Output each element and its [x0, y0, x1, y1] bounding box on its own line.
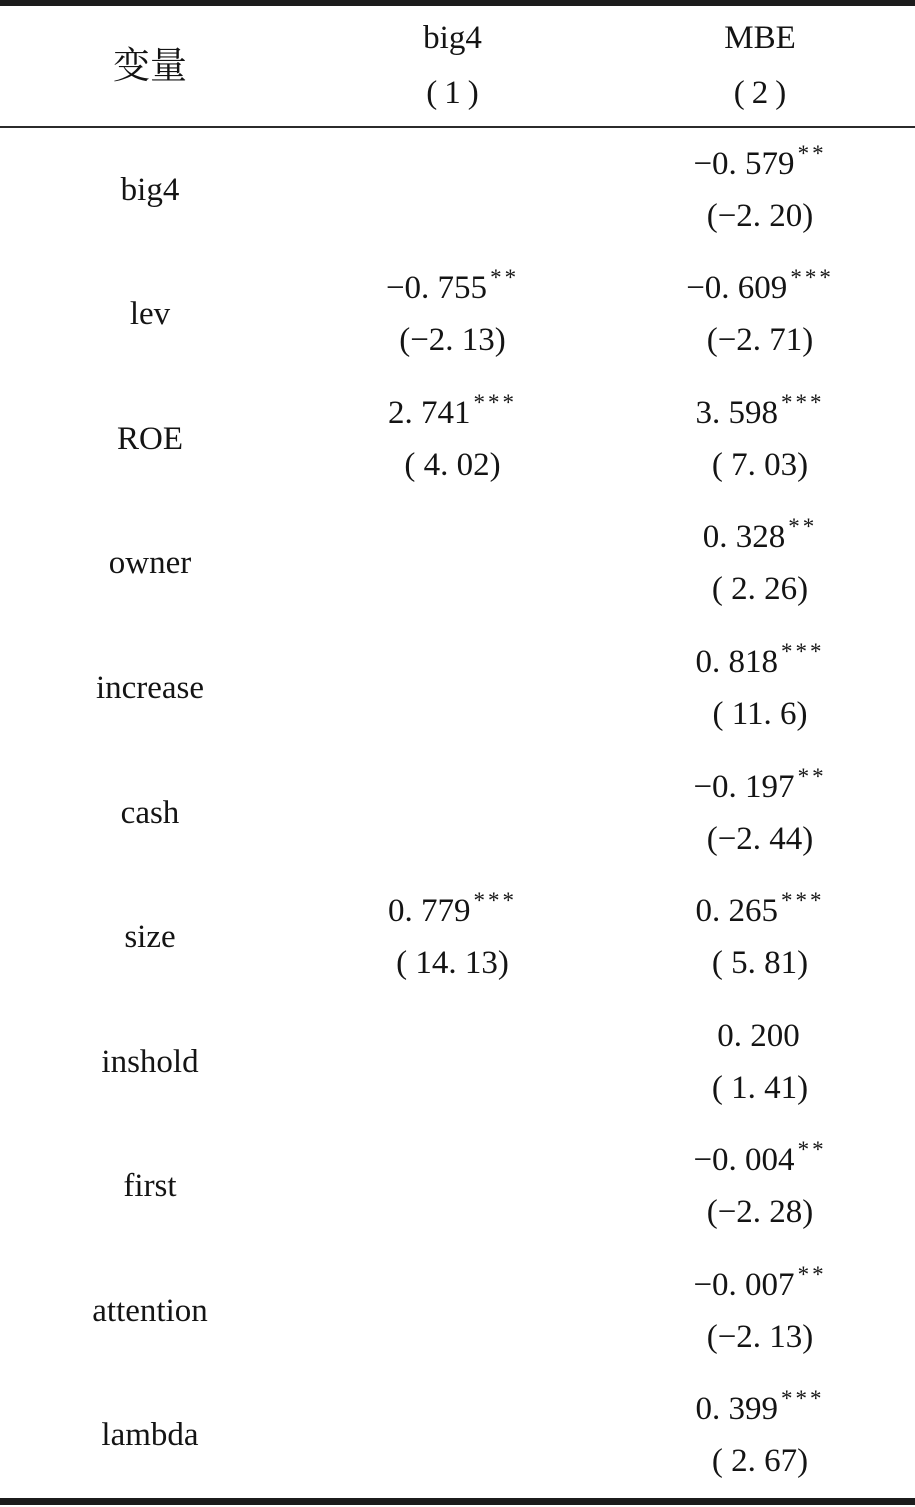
- coefficient: 2. 741 ***: [388, 389, 517, 431]
- coefficient: [451, 174, 454, 207]
- t-statistic: (−2. 71): [706, 322, 814, 359]
- coefficient: 0. 818 ***: [695, 638, 825, 680]
- significance-stars: **: [490, 265, 520, 291]
- coefficient: [451, 1170, 454, 1203]
- cell-cash-model1: [300, 751, 605, 876]
- significance-stars: ***: [781, 1386, 825, 1412]
- t-statistic: (−2. 28): [706, 1194, 814, 1231]
- coefficient: −0. 004 **: [693, 1137, 827, 1179]
- variable-name: attention: [92, 1292, 208, 1329]
- table-row-lev: [0, 253, 915, 378]
- table-row-attention: [0, 1249, 915, 1374]
- significance-stars: **: [797, 763, 827, 789]
- significance-stars: ***: [473, 389, 517, 415]
- variable-name: first: [123, 1168, 177, 1205]
- variable-name: lambda: [101, 1417, 199, 1454]
- t-statistic: (−2. 20): [706, 197, 814, 234]
- coefficient: 0. 328 **: [702, 514, 818, 556]
- coefficient: 0. 265 ***: [695, 888, 825, 930]
- coefficient: [451, 672, 454, 705]
- coefficient: −0. 609 ***: [686, 265, 834, 307]
- significance-stars: **: [797, 1261, 827, 1287]
- cell-owner-model1: [300, 502, 605, 627]
- coefficient: [451, 547, 454, 580]
- coefficient: 3. 598 ***: [695, 389, 825, 431]
- coefficient: −0. 755 **: [385, 265, 520, 307]
- significance-stars: **: [788, 514, 818, 540]
- t-statistic: ( 14. 13): [396, 945, 509, 982]
- cell-increase-model1: [300, 626, 605, 751]
- table-header-row: [0, 6, 915, 126]
- cell-increase-model2: [605, 626, 915, 751]
- variable-name: size: [124, 919, 176, 956]
- coefficient: [451, 1046, 454, 1079]
- table-row-lambda: [0, 1373, 915, 1498]
- significance-stars: ***: [790, 265, 834, 291]
- t-statistic: (−2. 13): [399, 322, 506, 359]
- cell-big4-model2: [605, 128, 915, 253]
- cell-inshold-model1: [300, 1000, 605, 1125]
- variable-name: lev: [129, 296, 171, 333]
- t-statistic: (−2. 44): [706, 820, 814, 857]
- cell-size-model2: [605, 875, 915, 1000]
- header-model2-number: (2): [733, 75, 794, 111]
- coefficient: 0. 399 ***: [695, 1386, 825, 1428]
- coefficient: 0. 200: [717, 1017, 800, 1054]
- coefficient: [451, 1419, 454, 1452]
- significance-stars: ***: [781, 638, 825, 664]
- significance-stars: **: [797, 1137, 827, 1163]
- cell-first-model2: [605, 1124, 915, 1249]
- cell-size-model1: [300, 875, 605, 1000]
- variable-name: big4: [120, 171, 180, 208]
- cell-cash-model2: [605, 751, 915, 876]
- cell-attention-model2: [605, 1249, 915, 1374]
- cell-lev-model2: [605, 253, 915, 378]
- t-statistic: ( 1. 41): [711, 1069, 809, 1106]
- table-row-inshold: [0, 1000, 915, 1125]
- significance-stars: **: [797, 140, 827, 166]
- table-row-roe: [0, 377, 915, 502]
- variable-name: increase: [95, 669, 205, 706]
- t-statistic: ( 2. 67): [711, 1443, 809, 1480]
- t-statistic: ( 5. 81): [711, 945, 809, 982]
- coefficient: 0. 779 ***: [388, 888, 517, 930]
- header-model1-number: (1): [426, 75, 486, 111]
- variable-name: ROE: [117, 420, 183, 457]
- variable-name: inshold: [101, 1043, 199, 1080]
- cell-inshold-model2: [605, 1000, 915, 1125]
- table-body: [0, 128, 915, 1498]
- cell-first-model1: [300, 1124, 605, 1249]
- significance-stars: ***: [473, 888, 517, 914]
- table-row-increase: [0, 626, 915, 751]
- header-model2-column: [605, 6, 915, 126]
- header-model1-column: [300, 6, 605, 126]
- coefficient: −0. 007 **: [693, 1261, 827, 1303]
- significance-stars: ***: [781, 888, 825, 914]
- table-row-cash: [0, 751, 915, 876]
- table-row-size: [0, 875, 915, 1000]
- coefficient: [451, 797, 454, 830]
- variable-name: cash: [120, 794, 180, 831]
- header-variable-label: 变量: [113, 45, 187, 87]
- t-statistic: ( 11. 6): [712, 695, 808, 732]
- header-variable-column: [0, 6, 300, 126]
- header-model1-title: big4: [423, 20, 482, 56]
- coefficient: −0. 197 **: [693, 763, 827, 805]
- cell-lambda-model2: [605, 1373, 915, 1498]
- table-row-first: [0, 1124, 915, 1249]
- t-statistic: (−2. 13): [706, 1318, 814, 1355]
- t-statistic: ( 4. 02): [404, 446, 501, 483]
- t-statistic: ( 2. 26): [711, 571, 809, 608]
- table-bottom-rule: [0, 1498, 915, 1505]
- cell-owner-model2: [605, 502, 915, 627]
- table-row-owner: [0, 502, 915, 627]
- cell-attention-model1: [300, 1249, 605, 1374]
- cell-lambda-model1: [300, 1373, 605, 1498]
- significance-stars: ***: [781, 389, 825, 415]
- header-model2-title: MBE: [724, 20, 796, 56]
- coefficient: [451, 1295, 454, 1328]
- cell-roe-model2: [605, 377, 915, 502]
- variable-name: owner: [108, 545, 192, 582]
- cell-big4-model1: [300, 128, 605, 253]
- cell-lev-model1: [300, 253, 605, 378]
- t-statistic: ( 7. 03): [711, 446, 809, 483]
- table-row-big4: [0, 128, 915, 253]
- cell-roe-model1: [300, 377, 605, 502]
- coefficient: −0. 579 **: [693, 140, 827, 182]
